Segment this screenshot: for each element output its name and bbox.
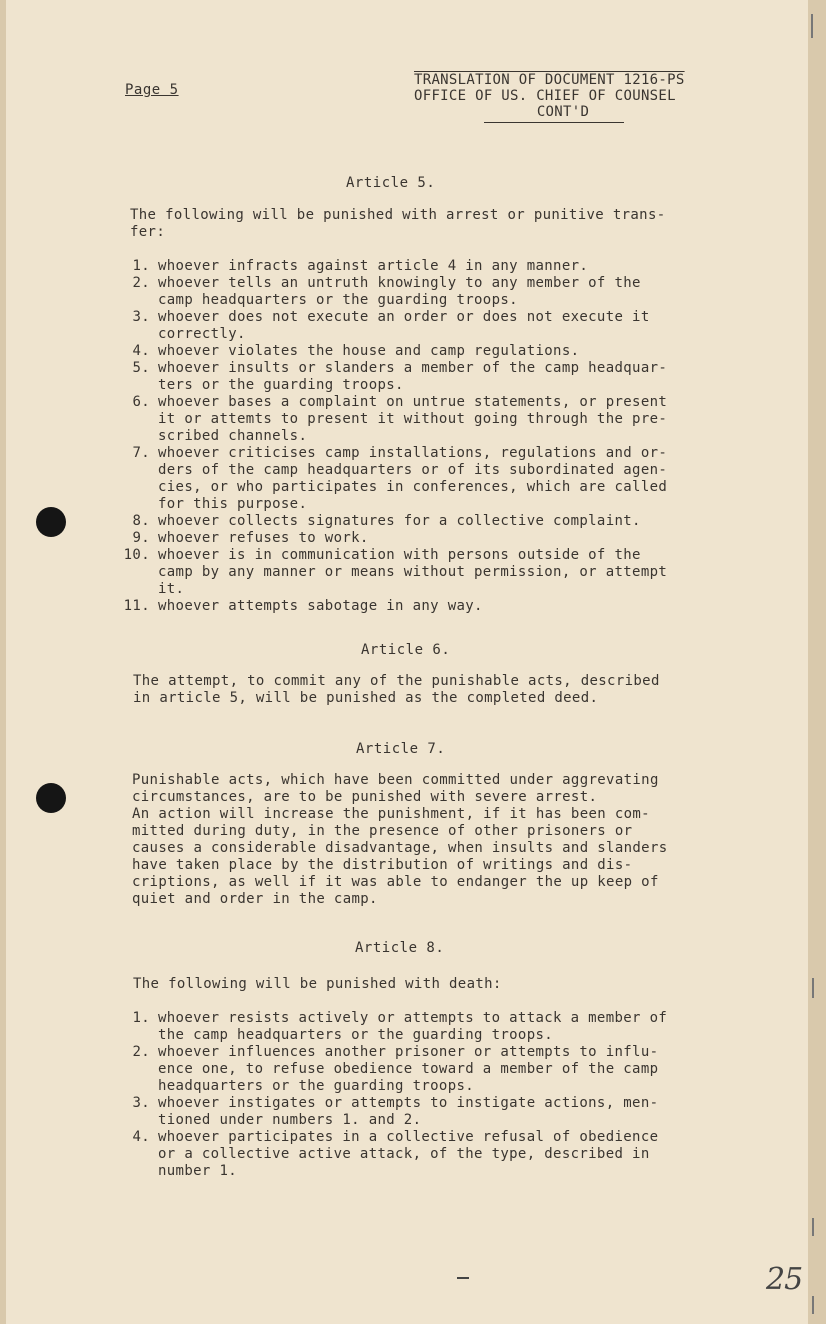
list-item (120, 1129, 770, 1180)
list-item-text: whoever tells an untruth knowingly to any member of the camp headquarters or the guarding troops. (158, 275, 641, 308)
list-item-text: whoever bases a complaint on untrue statements, or present it or attemts to present it without going through the pre- scribed channels. (158, 394, 668, 444)
page-label: Page 5 (125, 82, 179, 98)
folio-number: 25 (766, 1262, 803, 1297)
article-8-list (120, 1010, 770, 1180)
list-item-text: whoever insults or slanders a member of the camp headquar- ters or the guarding troops. (158, 360, 668, 393)
list-item-number: 7. (132, 445, 150, 461)
list-item-number: 2. (132, 1044, 150, 1060)
list-item-text: whoever instigates or attempts to instigate actions, men- tioned under numbers 1. and 2. (158, 1095, 659, 1128)
list-item-number: 11. (123, 598, 150, 614)
list-item (120, 360, 770, 394)
list-item (120, 258, 770, 275)
article-5-title: Article 5. (346, 175, 436, 191)
list-item-number: 9. (132, 530, 150, 546)
list-item-number: 2. (132, 275, 150, 291)
paper-edge-right (808, 0, 826, 1324)
document-header (414, 72, 734, 123)
list-item (120, 343, 770, 360)
list-item-text: whoever influences another prisoner or attempts to influ- ence one, to refuse obedience toward a member of the camp headquarters or the guarding troops. (158, 1044, 659, 1094)
article-5-intro: The following will be punished with arrest or punitive trans- fer: (130, 207, 666, 240)
list-item (120, 1044, 770, 1095)
list-item-text: whoever collects signatures for a collective complaint. (158, 513, 641, 529)
list-item-text: whoever violates the house and camp regulations. (158, 343, 580, 359)
margin-mark (812, 1218, 814, 1236)
list-item-text: whoever resists actively or attempts to attack a member of the camp headquarters or the guarding troops. (158, 1010, 668, 1043)
list-item-number: 1. (132, 258, 150, 274)
header-underline (484, 122, 624, 123)
header-line-3: CONT'D (536, 104, 590, 120)
list-item-number: 8. (132, 513, 150, 529)
header-line-2: OFFICE OF US. CHIEF OF COUNSEL (414, 88, 676, 104)
list-item (120, 547, 770, 598)
list-item (120, 275, 770, 309)
list-item (120, 309, 770, 343)
punch-hole-bottom (36, 783, 66, 813)
list-item-number: 1. (132, 1010, 150, 1026)
list-item-number: 6. (132, 394, 150, 410)
list-item (120, 445, 770, 513)
list-item-number: 3. (132, 309, 150, 325)
punch-hole-top (36, 507, 66, 537)
list-item (120, 1095, 770, 1129)
list-item-text: whoever is in communication with persons outside of the camp by any manner or means without permission, or attempt it. (158, 547, 668, 597)
article-6-body: The attempt, to commit any of the punishable acts, described in article 5, will be punished as the completed deed. (133, 673, 660, 706)
list-item-number: 3. (132, 1095, 150, 1111)
article-6-title: Article 6. (361, 642, 451, 658)
list-item-text: whoever does not execute an order or does not execute it correctly. (158, 309, 650, 342)
article-7-body: Punishable acts, which have been committed under aggrevating circumstances, are to be punished with severe arrest. An action will increase the punishment, if it has been com- mitted during duty, in the presence of other prisoners or causes a considerable disadvantage, when insults and slanders have taken place by the distribution of writings and dis- criptions, as well if it was able to endanger the up keep of quiet and order in the camp. (132, 772, 668, 907)
header-line-1: TRANSLATION OF DOCUMENT 1216-PS (414, 72, 685, 88)
list-item-text: whoever participates in a collective refusal of obedience or a collective active attack, of the type, described in number 1. (158, 1129, 659, 1179)
list-item-text: whoever criticises camp installations, regulations and or- ders of the camp headquarters or of its subordinated agen- cies, or who participates in conferences, which are called for this purpose. (158, 445, 668, 512)
article-8-intro: The following will be punished with death: (133, 976, 502, 992)
list-item-text: whoever attempts sabotage in any way. (158, 598, 483, 614)
list-item-number: 10. (123, 547, 150, 563)
article-7-title: Article 7. (356, 741, 446, 757)
list-item-number: 4. (132, 343, 150, 359)
list-item (120, 530, 770, 547)
list-item-text: whoever infracts against article 4 in any manner. (158, 258, 589, 274)
list-item-number: 4. (132, 1129, 150, 1145)
list-item (120, 394, 770, 445)
article-5-list (120, 258, 770, 615)
list-item (120, 598, 770, 615)
margin-mark (812, 978, 814, 998)
list-item (120, 513, 770, 530)
margin-mark (811, 14, 813, 38)
article-8-title: Article 8. (355, 940, 445, 956)
bottom-dash (457, 1277, 469, 1279)
list-item (120, 1010, 770, 1044)
list-item-text: whoever refuses to work. (158, 530, 369, 546)
margin-mark (812, 1296, 814, 1314)
paper-edge-left (0, 0, 6, 1324)
list-item-number: 5. (132, 360, 150, 376)
